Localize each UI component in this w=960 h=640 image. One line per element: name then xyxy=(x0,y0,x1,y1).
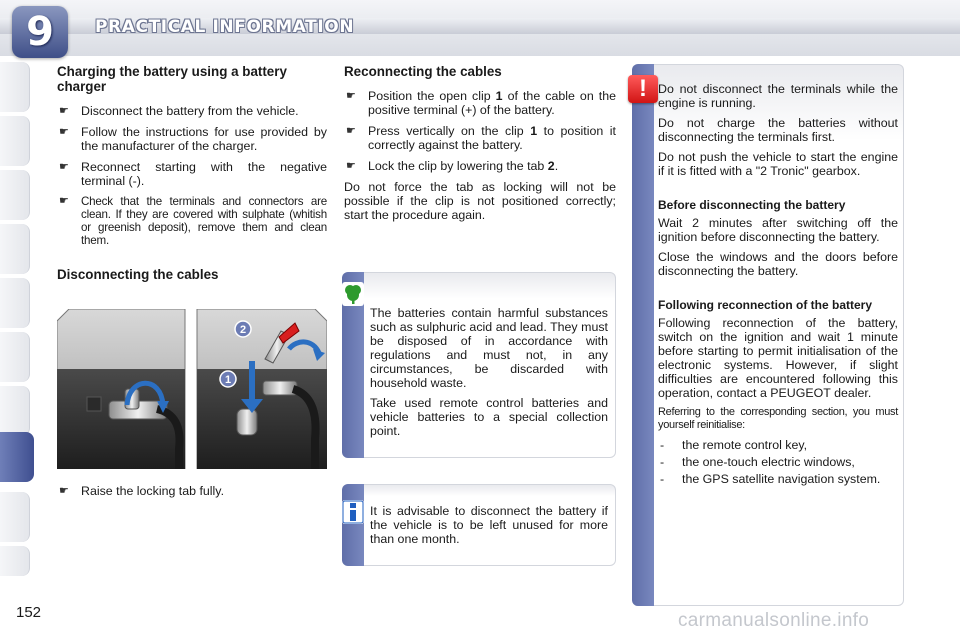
page-title: PRACTICAL INFORMATION xyxy=(95,17,355,37)
pointing-hand-icon: ☛ xyxy=(59,485,69,497)
side-tab-5[interactable] xyxy=(0,278,30,328)
after-paragraph-2: Referring to the corresponding section, you must yourself reinitialise: xyxy=(658,406,898,431)
figure-label-2: 2 xyxy=(239,324,247,336)
list-item: ☛ Reconnect starting with the negative terminal (-). xyxy=(59,160,327,188)
before-paragraph-1: Wait 2 minutes after switching off the ignition before disconnecting the battery. xyxy=(658,216,898,244)
warning-note xyxy=(632,64,904,606)
before-paragraph-2: Close the windows and the doors before disconnecting the battery. xyxy=(658,250,898,278)
reconnecting-note: Do not force the tab as locking will not be possible if the clip is not positioned correctly; start the procedure again. xyxy=(344,180,616,222)
chapter-number: 9 xyxy=(26,9,54,55)
battery-terminal-illustration xyxy=(57,309,327,469)
pointing-hand-icon: ☛ xyxy=(346,90,356,102)
charging-section xyxy=(57,64,327,292)
charging-heading: Charging the battery using a battery charger xyxy=(57,64,287,94)
reinitialise-list xyxy=(658,438,898,486)
charging-steps xyxy=(57,104,327,247)
list-item: - the remote control key, xyxy=(660,438,808,452)
figure-label-1: 1 xyxy=(224,374,232,386)
note-bar xyxy=(342,484,364,566)
list-item: ☛ Follow the instructions for use provided by the manufacturer of the charger. xyxy=(59,125,327,153)
environment-paragraph-1: The batteries contain harmful substances such as sulphuric acid and lead. They must be disposed of in accordance with regulations and must not, in any circumstances, be discarded with household waste. xyxy=(370,306,608,390)
watermark: carmanualsonline.info xyxy=(678,610,870,631)
after-paragraph-1: Following reconnection of the battery, switch on the ignition and wait 1 minute before starting to permit initialisation of the electronic systems. However, if slight difficulties are encountered following this operation, contact a PEUGEOT dealer. xyxy=(658,316,898,400)
following-reconnection-heading: Following reconnection of the battery xyxy=(658,298,873,312)
environment-note xyxy=(342,272,616,458)
list-item: ☛ Lock the clip by lowering the tab 2. xyxy=(346,159,559,173)
side-tab-3[interactable] xyxy=(0,170,30,220)
reconnecting-steps xyxy=(344,89,616,173)
warning-paragraph-2: Do not charge the batteries without disconnecting the terminals first. xyxy=(658,116,898,144)
pointing-hand-icon: ☛ xyxy=(59,161,69,173)
pointing-hand-icon: ☛ xyxy=(59,195,69,207)
pointing-hand-icon: ☛ xyxy=(346,160,356,172)
pointing-hand-icon: ☛ xyxy=(59,105,69,117)
side-tab-10[interactable] xyxy=(0,492,30,542)
chapter-tab[interactable] xyxy=(12,6,68,58)
side-tab-6[interactable] xyxy=(0,332,30,382)
list-item: ☛ Disconnect the battery from the vehicle. xyxy=(59,104,299,118)
page-number: 152 xyxy=(16,604,42,621)
warning-paragraph-3: Do not push the vehicle to start the engine if it is fitted with a "2 Tronic" gearbox. xyxy=(658,150,898,178)
reconnecting-heading: Reconnecting the cables xyxy=(344,64,502,79)
warning-paragraph-1: Do not disconnect the terminals while the engine is running. xyxy=(658,82,898,110)
pointing-hand-icon: ☛ xyxy=(59,126,69,138)
before-disconnecting-heading: Before disconnecting the battery xyxy=(658,198,846,212)
list-item: - the one-touch electric windows, xyxy=(660,455,855,469)
side-tab-7[interactable] xyxy=(0,386,30,436)
info-note xyxy=(342,484,616,566)
list-item: ☛ Raise the locking tab fully. xyxy=(59,484,225,498)
note-bar xyxy=(632,64,654,606)
disconnecting-steps xyxy=(57,484,327,498)
disconnecting-heading: Disconnecting the cables xyxy=(57,267,219,282)
list-item: - the GPS satellite navigation system. xyxy=(660,472,881,486)
pointing-hand-icon: ☛ xyxy=(346,125,356,137)
warning-icon: ! xyxy=(628,75,658,103)
side-tab-2[interactable] xyxy=(0,116,30,166)
environment-paragraph-2: Take used remote control batteries and vehicle batteries to a special collection point. xyxy=(370,396,608,438)
list-item: ☛ Position the open clip 1 of the cable on the positive terminal (+) of the battery. xyxy=(346,89,616,117)
reconnecting-section xyxy=(344,64,616,228)
disconnecting-steps-block xyxy=(57,484,327,505)
side-tab-1[interactable] xyxy=(0,62,30,112)
side-tab-4[interactable] xyxy=(0,224,30,274)
leaf-icon xyxy=(342,282,364,306)
chapter-side-tabs xyxy=(0,62,34,582)
list-item: ☛ Press vertically on the clip 1 to position it correctly against the battery. xyxy=(346,124,616,152)
side-tab-11[interactable] xyxy=(0,546,30,576)
list-item: ☛ Check that the terminals and connectors are clean. If they are covered with sulphate (whitish or greenish deposit), remove them and clean them. xyxy=(59,195,327,247)
side-tab-9-active[interactable] xyxy=(0,432,34,482)
info-text: It is advisable to disconnect the battery if the vehicle is to be left unused for more than one month. xyxy=(370,504,608,546)
info-icon xyxy=(342,500,364,524)
